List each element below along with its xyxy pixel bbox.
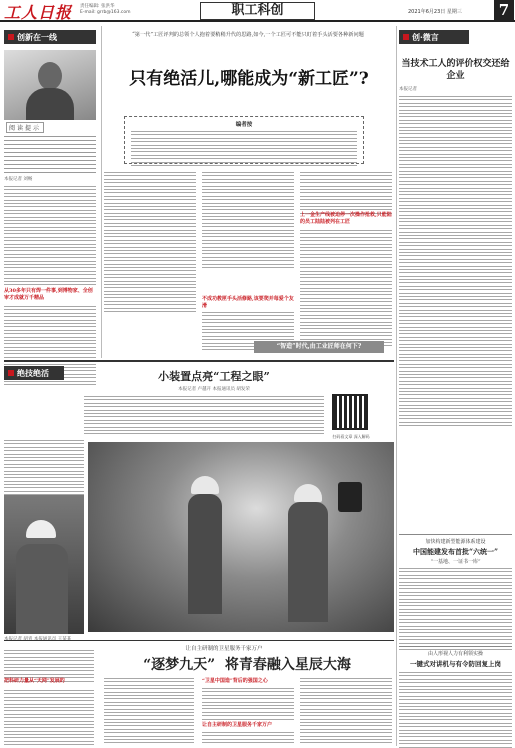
tag-icon [403,34,409,40]
brief2-title: 一键式对讲机与有令防回复上岗 [410,660,501,668]
middle-tag-label: 绝技绝活 [17,368,49,378]
masthead [0,0,515,22]
brief2-body [399,672,512,748]
left-lead [4,136,96,176]
editor-note-title: 编者按 [235,122,253,128]
helmet-icon [26,520,56,538]
top-body-col-2 [202,172,294,270]
left-body-1 [4,186,96,288]
top-headline: 只有绝活儿,哪能成为“新工匠”? [129,69,369,89]
middle-tag [4,366,64,380]
masthead-logo: 工人日报 [4,3,73,22]
portrait-body [26,88,74,120]
bottom-subhead-b: “卫星中国造”背后的强国之心 [202,678,268,684]
top-subhead-right: 上一金生产线被迫停一次操作抢救,只能陆的员工陆陆被列在工匠 [300,212,392,225]
section-title: 职工科创 [200,2,315,20]
bottom-body-col-2b [202,732,294,746]
divider-right [396,26,397,746]
brief2-kicker: 由人形视人力有利领实操 [427,651,483,657]
bottom-headline: “逐梦九天” 将青春融入星辰大海 [143,657,351,673]
worker-figure-2 [288,502,328,622]
editor-note-box [124,116,364,164]
helmet-icon [294,484,322,502]
bottom-body-col-1 [104,678,194,746]
editor-note-body [131,131,357,166]
top-body-col-3a [300,172,392,216]
brief1-sub: “一基地、一证书一库” [430,559,481,565]
brief1-body [399,568,512,653]
helmet-icon [191,476,219,494]
tunnel-photo [88,442,394,632]
right-tag-label: 创·微言 [412,32,439,42]
left-tag [4,30,96,44]
middle-story [4,364,394,638]
bottom-top-rule [4,640,394,641]
middle-top-rule [4,360,394,362]
right-divider-1 [399,534,512,535]
bottom-kicker: 让自主研制的卫星服务千家万户 [185,646,263,652]
brief1-kicker: 加快构建新型能源体系建设 [425,539,486,545]
bottom-subhead-a: 把科研力量从“天网”发展的 [4,678,65,684]
middle-byline: 本报记者 卢越开 本报通讯员 胡发荣 [178,387,250,392]
qr-caption: 扫码看文章 深入解码 [332,434,370,439]
right-divider-2 [399,646,512,647]
page-number: 7 [494,0,514,20]
left-subhead-1: 从30多年只有焊一件事,到博物家、全创审才成就万千精品 [4,288,93,301]
left-byline: 本报记者 刘畅 [4,177,33,182]
worker-body [16,544,68,634]
top-bottom-banner: “智造”时代,由工业匠师在何下? [254,341,384,353]
right-tag [399,30,469,44]
bottom-body-col-3 [300,678,392,746]
bottom-story [4,642,394,746]
masthead-editor: 责任编辑: 张洪华 [80,4,115,9]
worker-figure-1 [188,494,222,614]
middle-body-left [4,440,84,498]
portrait-head [38,62,62,90]
right-byline: 本报记者 [399,87,417,92]
right-headline: 当技术工人的评价权交还给企业 [401,59,510,81]
bottom-body-col-2 [202,688,294,722]
left-subhead-2: 不成功教匣手头活修路,该要爬并每爱个友滑 [202,296,294,309]
top-body-col-1 [104,172,196,314]
middle-headline: 小装置点亮“工程之眼” [158,370,270,383]
divider-left [101,26,102,358]
top-body-col-3b [300,230,392,349]
top-kicker: “第一代”工匠评判的总领个人抱着要稍稍升代的思路,如今,一个工匠可不能只盯着手头活要各种新问题 [132,32,364,38]
worker-photo-left [4,494,84,634]
issue-date: 2021年6月23日 星期三 [408,9,462,15]
bottom-body-left-2 [4,690,94,748]
masthead-email: E-mail: grrb@163.com [80,10,131,15]
portrait-photo [4,50,96,120]
right-body [399,96,512,428]
survey-instrument [338,482,362,512]
bottom-subhead-c: 让自主研制的卫星服务千家万户 [202,722,273,728]
left-tag-label: 创新在一线 [17,32,57,42]
top-story [104,26,394,358]
portrait-caption: 阅读提示 [6,122,44,133]
brief1-title: 中国能建发布首批“六统一” [412,547,499,556]
right-column [399,26,512,746]
middle-lead [84,396,324,437]
tag-icon [8,34,14,40]
qr-code[interactable] [332,394,368,430]
tag-icon [8,370,14,376]
